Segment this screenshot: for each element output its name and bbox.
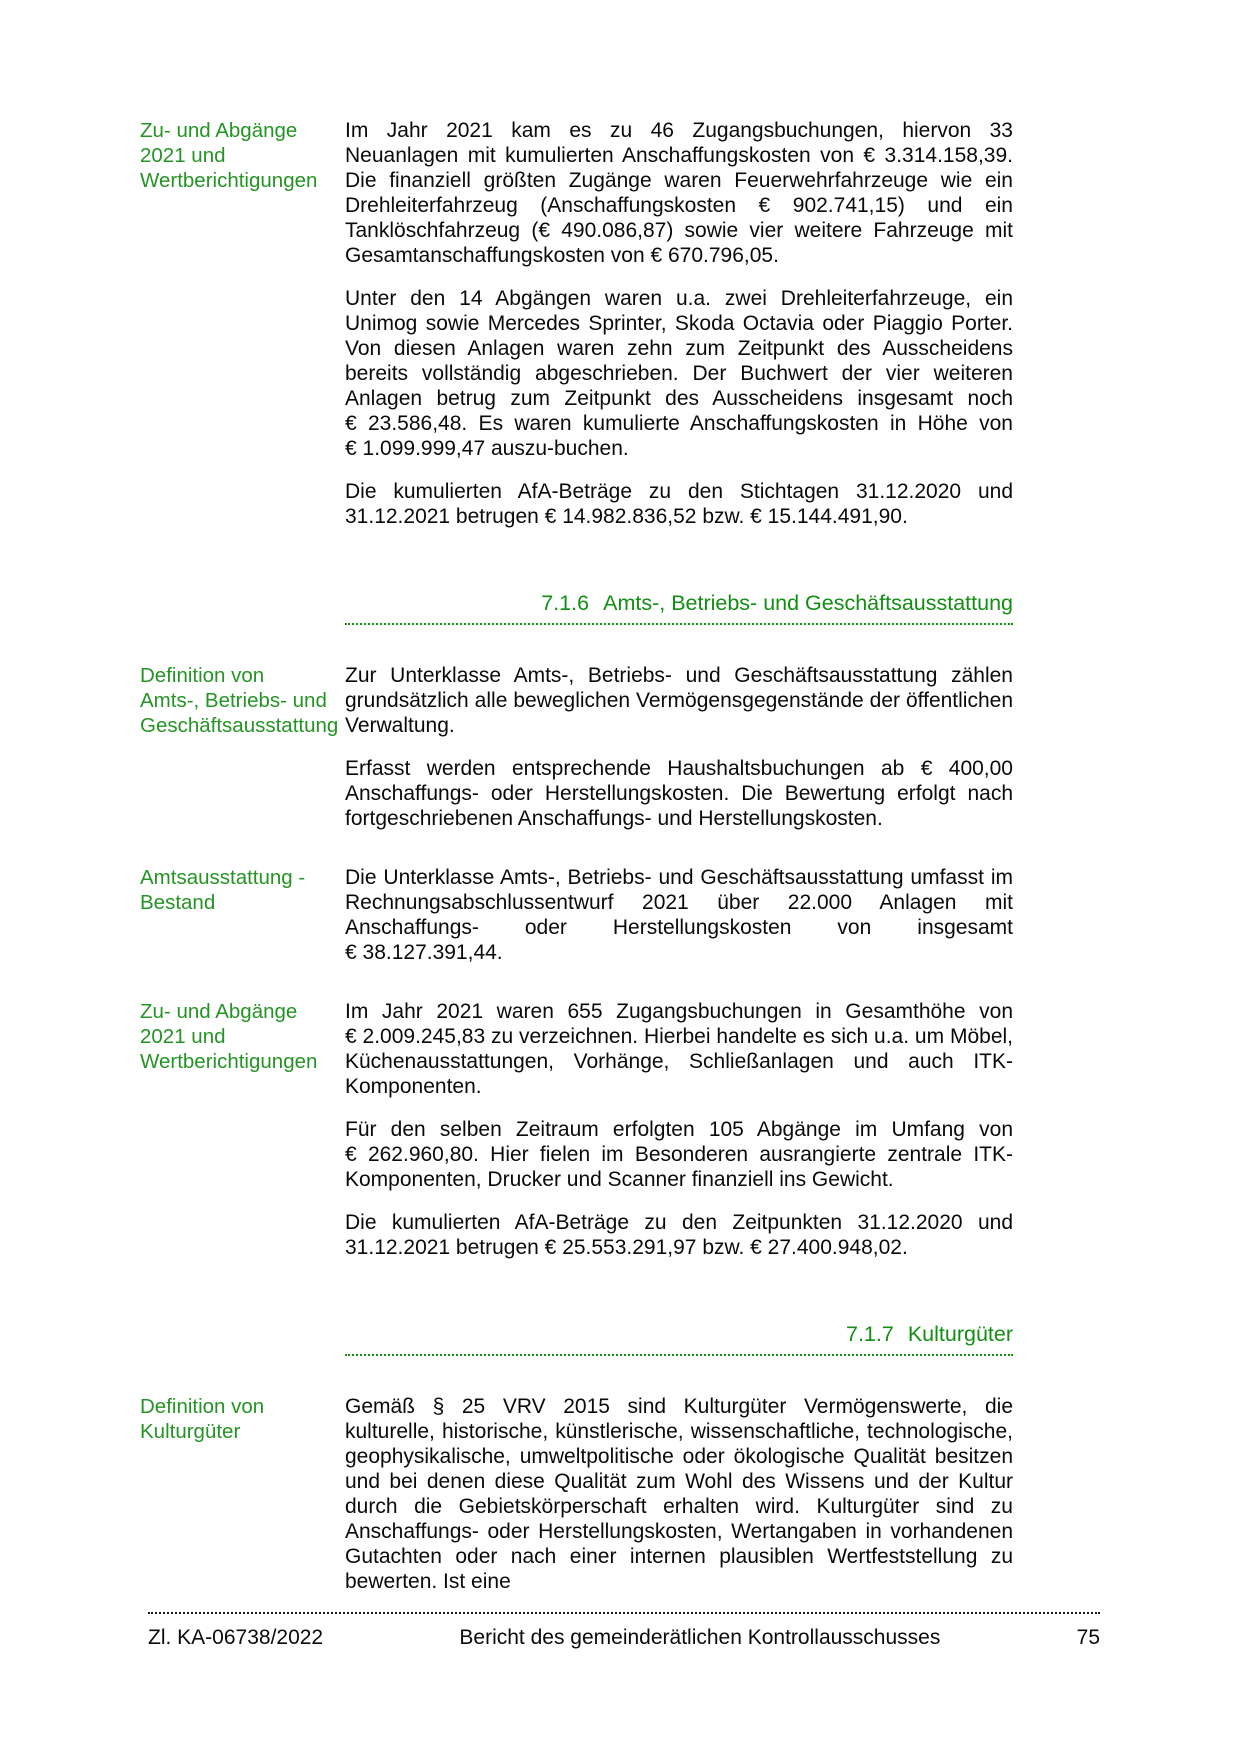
section-heading-number: 7.1.6: [541, 591, 590, 615]
body-paragraph: Im Jahr 2021 waren 655 Zugangsbuchungen in Gesamthöhe von € 2.009.245,83 zu verzeichnen. Hierbei handelte es sich u.a. um Möbel, Küchenausstattungen, Vorhänge, Schließanlagen und auch ITK-Komponenten.: [345, 1000, 1013, 1098]
paragraph-group: [345, 865, 1013, 965]
sidebar-label-line: Amts-, Betriebs- und: [140, 689, 327, 712]
footer-reference: Zl. KA-06738/2022: [148, 1626, 324, 1649]
section-row: [140, 118, 1013, 529]
body-paragraph: Unter den 14 Abgängen waren u.a. zwei Drehleiterfahrzeuge, ein Unimog sowie Mercedes Sprinter, Skoda Octavia oder Piaggio Porter. Von diesen Anlagen waren zehn zum Zeitpunkt des Ausscheidens bereits vollständig abgeschrieben. Der Buchwert der vier weiteren Anlagen betrug zum Zeitpunkt des Ausscheidens insgesamt noch € 23.586,48. Es waren kumulierte Anschaffungskosten in Höhe von € 1.099.999,47 auszu-buchen.: [345, 287, 1013, 460]
section-row: [140, 999, 1013, 1260]
section-row: [140, 865, 1013, 965]
sidebar-label: [140, 865, 345, 965]
page-content: [140, 118, 1013, 1628]
section-row: [140, 1394, 1013, 1594]
paragraph-group: [345, 663, 1013, 831]
section-heading-number: 7.1.7: [846, 1322, 894, 1346]
page-footer: [148, 1612, 1100, 1650]
sidebar-label-line: Zu- und Abgänge: [140, 1000, 298, 1023]
footer-page-number: 75: [1076, 1626, 1100, 1649]
body-paragraph: Die kumulierten AfA-Beträge zu den Stichtagen 31.12.2020 und 31.12.2021 betrugen € 14.982.836,52 bzw. € 15.144.491,90.: [345, 480, 1013, 528]
sidebar-label-line: 2021 und: [140, 144, 226, 167]
sidebar-label-line: Definition von: [140, 664, 265, 687]
footer-title: Bericht des gemeinderätlichen Kontrollausschusses: [459, 1626, 941, 1649]
body-paragraph: Gemäß § 25 VRV 2015 sind Kulturgüter Vermögenswerte, die kulturelle, historische, künstlerische, wissenschaftliche, technologische, geophysikalische, umweltpolitische oder ökologische Qualität besitzen und bei denen diese Qualität zum Wohl des Wissens und der Kultur durch die Gebietskörperschaft erhalten wird. Kulturgüter sind zu Anschaffungs- oder Herstellungskosten, Wertangaben in vorhandenen Gutachten oder nach einer internen plausiblen Wertfeststellung zu bewerten. Ist eine: [345, 1395, 1013, 1593]
body-paragraph: Für den selben Zeitraum erfolgten 105 Abgänge im Umfang von € 262.960,80. Hier fielen im Besonderen ausrangierte zentrale ITK-Komponenten, Drucker und Scanner finanziell ins Gewicht.: [345, 1118, 1013, 1191]
body-paragraph: Die kumulierten AfA-Beträge zu den Zeitpunkten 31.12.2020 und 31.12.2021 betrugen € 25.553.291,97 bzw. € 27.400.948,02.: [345, 1211, 1013, 1259]
section-row: [140, 663, 1013, 831]
body-paragraph: Im Jahr 2021 kam es zu 46 Zugangsbuchungen, hiervon 33 Neuanlagen mit kumulierten Anschaffungskosten von € 3.314.158,39. Die finanziell größten Zugänge waren Feuerwehrfahrzeuge wie ein Drehleiterfahrzeug (Anschaffungskosten € 902.741,15) und ein Tanklöschfahrzeug (€ 490.086,87) sowie vier weitere Fahrzeuge mit Gesamtanschaffungskosten von € 670.796,05.: [345, 119, 1013, 267]
section-heading-title: Amts-, Betriebs- und Geschäftsausstattung: [603, 591, 1013, 615]
section-heading-title: Kulturgüter: [907, 1322, 1013, 1346]
sidebar-label-line: Geschäftsausstattung: [140, 714, 339, 737]
sidebar-label-line: Bestand: [140, 891, 216, 914]
paragraph-group: [345, 1394, 1013, 1594]
section-heading-row: [140, 1322, 1013, 1356]
body-paragraph: Die Unterklasse Amts-, Betriebs- und Geschäftsausstattung umfasst im Rechnungsabschlussentwurf 2021 über 22.000 Anlagen mit Anschaffungs- oder Herstellungskosten von insgesamt € 38.127.391,44.: [345, 866, 1013, 964]
body-paragraph: Erfasst werden entsprechende Haushaltsbuchungen ab € 400,00 Anschaffungs- oder Herstellungskosten. Die Bewertung erfolgt nach fortgeschriebenen Anschaffungs- und Herstellungskosten.: [345, 757, 1013, 830]
sidebar-label: [140, 1394, 345, 1594]
sidebar-label-line: Zu- und Abgänge: [140, 119, 298, 142]
sidebar-label-line: 2021 und: [140, 1025, 226, 1048]
section-heading-row: [140, 591, 1013, 625]
paragraph-group: [345, 999, 1013, 1260]
sidebar-label-line: Kulturgüter: [140, 1420, 241, 1443]
sidebar-label-line: Amtsausstattung -: [140, 866, 306, 889]
sidebar-label: [140, 663, 345, 831]
sidebar-label-line: Wertberichtigungen: [140, 169, 318, 192]
paragraph-group: [345, 118, 1013, 529]
sidebar-label-line: Wertberichtigungen: [140, 1050, 318, 1073]
sidebar-label-line: Definition von: [140, 1395, 265, 1418]
section-heading: [345, 591, 1013, 625]
body-paragraph: Zur Unterklasse Amts-, Betriebs- und Geschäftsausstattung zählen grundsätzlich alle beweglichen Vermögensgegenstände der öffentlichen Verwaltung.: [345, 664, 1013, 737]
sidebar-label: [140, 118, 345, 529]
sidebar-label: [140, 999, 345, 1260]
section-heading: [345, 1322, 1013, 1356]
